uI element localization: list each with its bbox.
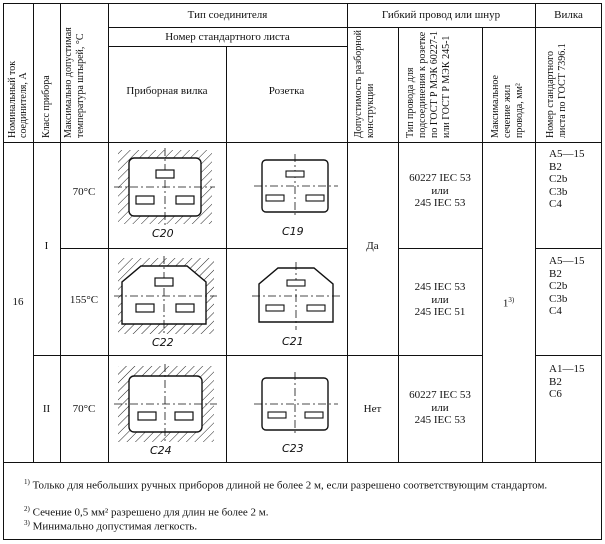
cell-wire-row-2 bbox=[398, 281, 482, 319]
cell-plugs-row-3 bbox=[549, 363, 584, 401]
connector-c20-drawing bbox=[114, 148, 215, 228]
connector-c19-drawing bbox=[254, 154, 338, 218]
section-value: 1 bbox=[502, 297, 509, 310]
connector-c23-drawing bbox=[254, 372, 338, 436]
label-c23: C23 bbox=[282, 442, 304, 455]
plug-row-3-item-1: A1—15 bbox=[549, 363, 585, 375]
header-socket: Розетка bbox=[268, 85, 305, 97]
header-temp bbox=[63, 10, 87, 138]
footnote-2-mark: 2) bbox=[24, 505, 30, 513]
label-c22: C22 bbox=[152, 336, 174, 349]
cell-wire-row-3 bbox=[398, 389, 482, 427]
wire-row-3-line-3: 245 IEC 53 bbox=[414, 414, 466, 426]
header-sheet-no: Номер стандартного листа bbox=[165, 31, 290, 43]
header-rewire bbox=[353, 30, 377, 138]
header-current-text: Номинальный ток соединителя, А bbox=[7, 60, 29, 138]
plug-row-1-item-4: C3b bbox=[549, 185, 568, 198]
label-c24: C24 bbox=[150, 444, 172, 457]
footnote-1 bbox=[6, 476, 598, 493]
wire-row-3-line-1: 60227 IEC 53 bbox=[409, 389, 471, 401]
connector-c22-drawing bbox=[114, 256, 217, 336]
wire-row-1-line-3: 245 IEC 53 bbox=[414, 197, 466, 209]
plug-row-2-item-1: A5—15 bbox=[549, 255, 585, 267]
header-temp-text: Максимально допустимая температура штырей, °С bbox=[63, 27, 86, 138]
header-section bbox=[490, 28, 526, 138]
footnote-3 bbox=[6, 517, 598, 534]
cell-temp-row-3: 70°C bbox=[72, 403, 96, 415]
label-c19: C19 bbox=[282, 225, 304, 238]
header-cord: Гибкий провод или шнур bbox=[381, 9, 501, 21]
cell-temp-row-1: 70°C bbox=[72, 186, 96, 198]
header-class-text: Класс прибора bbox=[41, 75, 52, 138]
plug-row-2-item-4: C3b bbox=[549, 292, 568, 305]
wire-row-2-line-3: 245 IEC 51 bbox=[414, 306, 466, 318]
plug-row-1-item-5: C4 bbox=[549, 198, 562, 210]
wire-row-1-line-2: или bbox=[431, 184, 449, 197]
cell-plugs-row-1 bbox=[549, 148, 584, 211]
plug-row-1-item-1: A5—15 bbox=[549, 148, 585, 160]
header-plug-sheet-text: Номер стандартного листа по ГОСТ 7396.1 bbox=[545, 43, 568, 138]
cell-class-2: II bbox=[42, 403, 51, 415]
wire-row-2-line-1: 245 IEC 53 bbox=[414, 281, 466, 293]
footnote-2-text: Сечение 0,5 мм² разрешено для длин не более 2 м. bbox=[32, 506, 269, 519]
cell-current: 16 bbox=[12, 296, 24, 308]
cell-section bbox=[482, 294, 535, 310]
wire-row-3-line-2: или bbox=[431, 401, 449, 414]
section-note: 3) bbox=[508, 296, 515, 304]
header-appliance-plug: Приборная вилка bbox=[126, 85, 208, 97]
header-class bbox=[41, 10, 52, 138]
footnote-1-mark: 1) bbox=[24, 478, 30, 486]
wire-row-2-line-2: или bbox=[431, 293, 449, 306]
cell-rewire-yes: Да bbox=[366, 240, 379, 252]
cell-wire-row-1 bbox=[398, 172, 482, 210]
plug-row-2-item-5: C4 bbox=[549, 305, 562, 317]
header-wire-type bbox=[405, 28, 453, 138]
cell-class-1: I bbox=[44, 240, 49, 252]
header-rewire-text: Допустимость разборной конструкции bbox=[353, 30, 376, 138]
header-section-text: Максимальное сечение жил провода, мм² bbox=[490, 75, 525, 138]
cell-temp-row-2: 155°C bbox=[69, 294, 99, 306]
cell-plugs-row-2 bbox=[549, 255, 584, 318]
label-c20: C20 bbox=[152, 227, 174, 240]
plug-row-2-item-2: B2 bbox=[549, 267, 562, 280]
footnote-1-text: Только для небольших ручных приборов длиной не более 2 м, если разрешено соответствующим стандартом. bbox=[32, 479, 548, 492]
plug-row-3-item-3: C6 bbox=[549, 388, 562, 400]
header-wire-type-text: Тип провода для подсоединения к розетке по ГОСТ Р МЭК 60227-1 или ГОСТ Р МЭК 245-1 bbox=[405, 30, 452, 138]
header-plug: Вилка bbox=[554, 9, 583, 21]
label-c21: C21 bbox=[282, 335, 304, 348]
plug-row-3-item-2: B2 bbox=[549, 375, 562, 388]
connector-c24-drawing bbox=[114, 364, 217, 444]
header-connector-type: Тип соединителя bbox=[187, 9, 268, 21]
wire-row-1-line-1: 60227 IEC 53 bbox=[409, 172, 471, 184]
header-plug-sheet bbox=[545, 28, 569, 138]
plug-row-1-item-3: C2b bbox=[549, 173, 568, 185]
footnote-3-text: Минимально допустимая легкость. bbox=[32, 520, 198, 533]
connector-c21-drawing bbox=[252, 262, 340, 330]
plug-row-1-item-2: B2 bbox=[549, 160, 562, 173]
cell-rewire-no: Нет bbox=[363, 403, 382, 415]
header-current bbox=[7, 10, 29, 138]
plug-row-2-item-3: C2b bbox=[549, 280, 568, 292]
footnote-3-mark: 3) bbox=[24, 519, 30, 527]
